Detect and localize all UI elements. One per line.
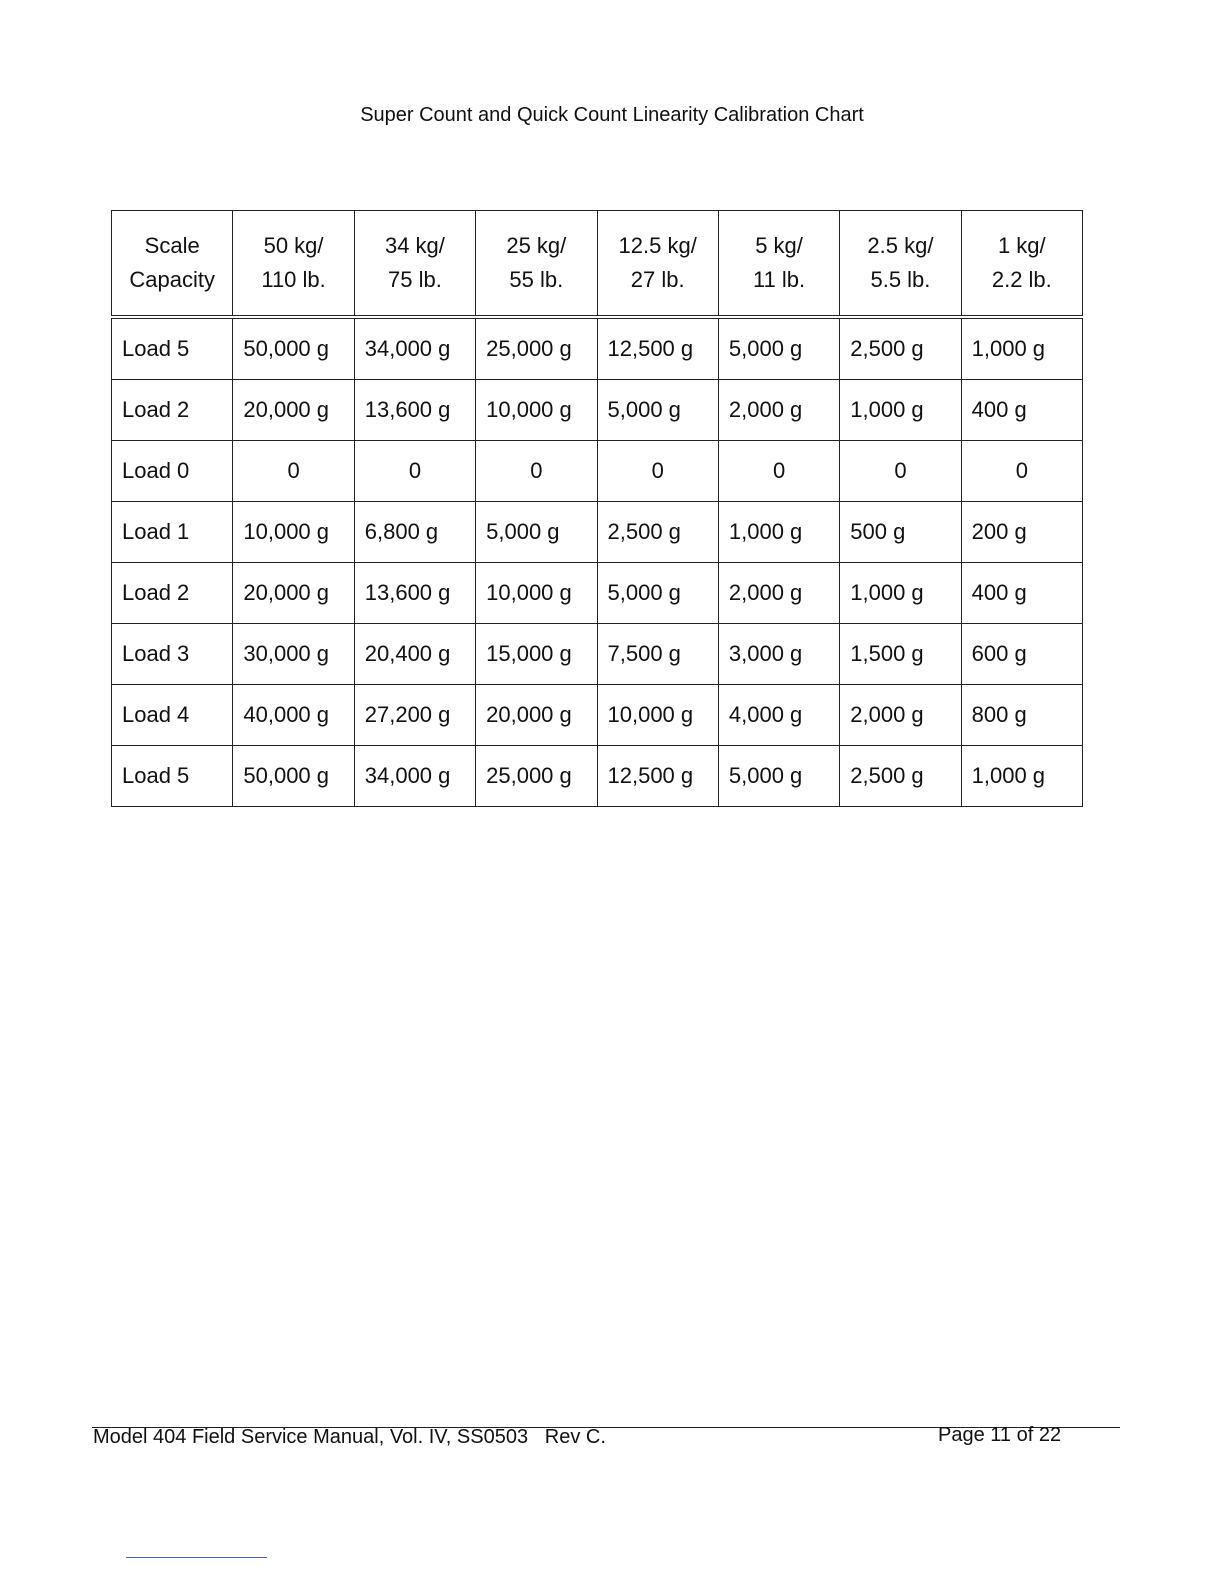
table-cell: 1,000 g (840, 563, 961, 624)
header-line-2: 2.2 lb. (991, 267, 1052, 292)
table-cell: 5,000 g (476, 502, 597, 563)
table-cell: 5,000 g (718, 317, 839, 380)
header-line-2: 11 lb. (752, 267, 806, 292)
table-cell: 2,000 g (718, 380, 839, 441)
table-row (112, 685, 1083, 746)
table-cell: 0 (840, 441, 961, 502)
table-cell: 50,000 g (233, 746, 354, 807)
table-cell: 2,000 g (718, 563, 839, 624)
row-label: Load 4 (112, 685, 233, 746)
row-label: Load 1 (112, 502, 233, 563)
table-cell: 500 g (840, 502, 961, 563)
header-line-1: 25 kg/ (506, 233, 567, 258)
header-cell-2-5kg (840, 211, 961, 318)
header-line-2: 75 lb. (388, 267, 442, 292)
table-row (112, 624, 1083, 685)
header-line-2: 110 lb. (261, 267, 326, 292)
row-label: Load 5 (112, 746, 233, 807)
header-line-1: 2.5 kg/ (867, 233, 934, 258)
table-cell: 0 (718, 441, 839, 502)
table-cell: 200 g (961, 502, 1082, 563)
table-cell: 40,000 g (233, 685, 354, 746)
header-line-2: 5.5 lb. (870, 267, 931, 292)
table-cell: 2,000 g (840, 685, 961, 746)
header-line-1: 50 kg/ (263, 233, 324, 258)
table-cell: 1,500 g (840, 624, 961, 685)
row-label: Load 3 (112, 624, 233, 685)
table-cell: 5,000 g (718, 746, 839, 807)
table-cell: 2,500 g (840, 317, 961, 380)
table-row (112, 502, 1083, 563)
table-row (112, 380, 1083, 441)
table-header-row (112, 211, 1083, 318)
table-cell: 0 (354, 441, 475, 502)
table-cell: 20,400 g (354, 624, 475, 685)
table-cell: 5,000 g (597, 380, 718, 441)
table-cell: 30,000 g (233, 624, 354, 685)
table-cell: 1,000 g (961, 317, 1082, 380)
table-cell: 25,000 g (476, 746, 597, 807)
table-cell: 800 g (961, 685, 1082, 746)
table-cell: 34,000 g (354, 317, 475, 380)
table-cell: 27,200 g (354, 685, 475, 746)
header-line-2: 55 lb. (509, 267, 564, 292)
table-cell: 600 g (961, 624, 1082, 685)
footer-page-number: Page 11 of 22 (938, 1424, 1062, 1446)
table-cell: 10,000 g (476, 563, 597, 624)
header-cell-1kg (961, 211, 1082, 318)
table-cell: 0 (597, 441, 718, 502)
table-cell: 20,000 g (233, 380, 354, 441)
table-cell: 20,000 g (233, 563, 354, 624)
header-line-2: Capacity (129, 267, 215, 292)
row-label: Load 0 (112, 441, 233, 502)
table-cell: 1,000 g (718, 502, 839, 563)
footer-manual-reference: Model 404 Field Service Manual, Vol. IV, SS0503 Rev C. (93, 1426, 606, 1448)
row-label: Load 5 (112, 317, 233, 380)
table-cell: 1,000 g (840, 380, 961, 441)
table-cell: 2,500 g (597, 502, 718, 563)
table-cell: 34,000 g (354, 746, 475, 807)
table-cell: 2,500 g (840, 746, 961, 807)
table-cell: 15,000 g (476, 624, 597, 685)
header-cell-5kg (718, 211, 839, 318)
header-line-1: 1 kg/ (997, 233, 1046, 258)
table-cell: 10,000 g (233, 502, 354, 563)
table-row (112, 563, 1083, 624)
header-line-1: 12.5 kg/ (618, 233, 697, 258)
header-line-1: 5 kg/ (755, 233, 803, 258)
table-cell: 12,500 g (597, 317, 718, 380)
document-title: Super Count and Quick Count Linearity Calibration Chart (360, 104, 864, 126)
table-cell: 400 g (961, 380, 1082, 441)
header-cell-scale-capacity (112, 211, 233, 318)
table-cell: 10,000 g (476, 380, 597, 441)
scan-artifact-line (126, 1557, 267, 1558)
calibration-table (111, 210, 1083, 807)
table-cell: 7,500 g (597, 624, 718, 685)
row-label: Load 2 (112, 380, 233, 441)
table-cell: 50,000 g (233, 317, 354, 380)
table-cell: 0 (476, 441, 597, 502)
row-label: Load 2 (112, 563, 233, 624)
table-row (112, 746, 1083, 807)
table-cell: 20,000 g (476, 685, 597, 746)
table-cell: 13,600 g (354, 380, 475, 441)
header-line-1: 34 kg/ (384, 233, 445, 258)
table-cell: 5,000 g (597, 563, 718, 624)
table-cell: 400 g (961, 563, 1082, 624)
header-cell-12-5kg (597, 211, 718, 318)
header-cell-25kg (476, 211, 597, 318)
header-line-1: Scale (144, 233, 200, 258)
table-cell: 1,000 g (961, 746, 1082, 807)
table-cell: 0 (233, 441, 354, 502)
table-cell: 13,600 g (354, 563, 475, 624)
table-cell: 12,500 g (597, 746, 718, 807)
table-cell: 10,000 g (597, 685, 718, 746)
table-cell: 0 (961, 441, 1082, 502)
header-cell-34kg (354, 211, 475, 318)
table-cell: 25,000 g (476, 317, 597, 380)
table-cell: 3,000 g (718, 624, 839, 685)
header-cell-50kg (233, 211, 354, 318)
table-cell: 6,800 g (354, 502, 475, 563)
table-cell: 4,000 g (718, 685, 839, 746)
table-row (112, 441, 1083, 502)
header-line-2: 27 lb. (630, 267, 685, 292)
table-row (112, 317, 1083, 380)
